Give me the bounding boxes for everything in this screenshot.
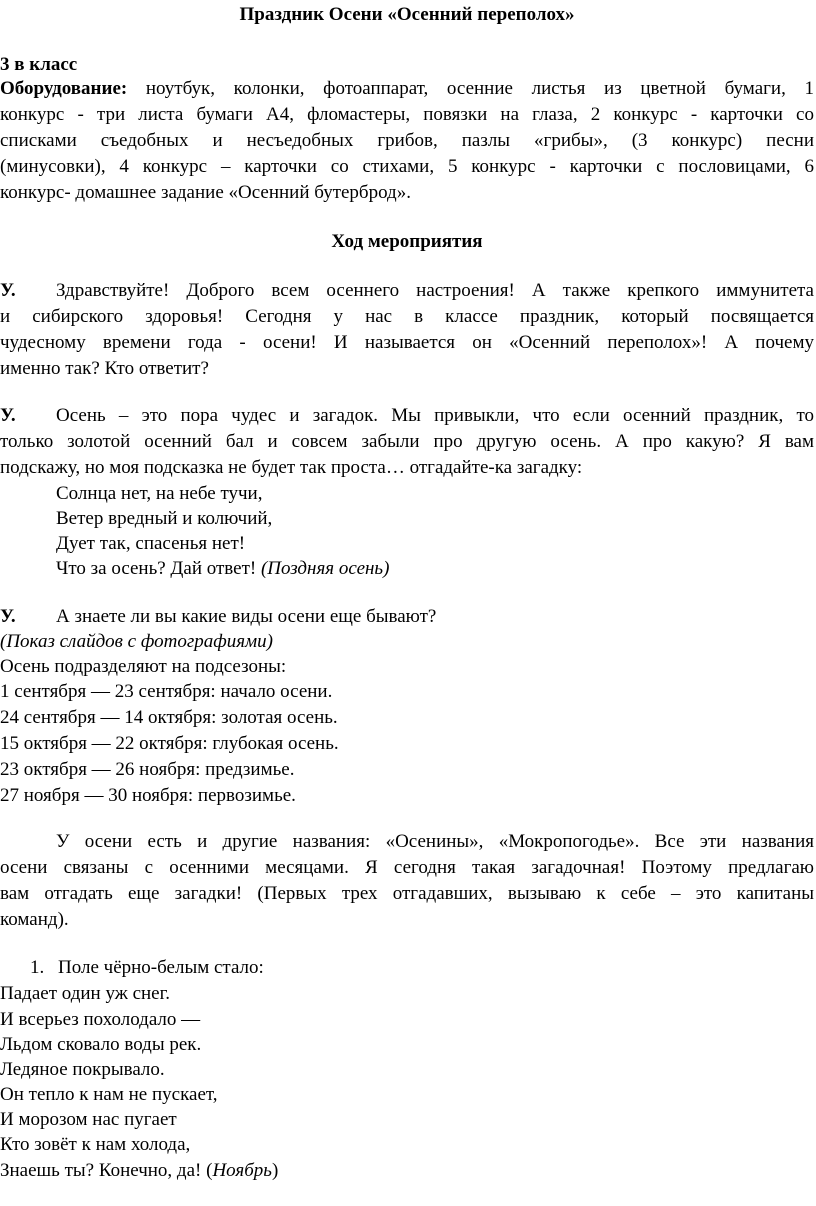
riddle1-line-1 xyxy=(30,955,790,981)
riddle1-line-3: И всерьез похолодало — xyxy=(0,1009,201,1030)
p3-intro: Осень подразделяют на подсезоны: xyxy=(0,656,287,677)
riddle1-answer: Ноябрь xyxy=(212,1160,272,1181)
riddle1-close-paren: ) xyxy=(271,1160,279,1181)
subseason-5: 27 ноября — 30 ноября: первозимье. xyxy=(0,785,296,806)
p2-poem-4-text: Что за осень? Дай ответ! xyxy=(56,558,257,579)
p3-speaker: У. xyxy=(0,606,16,627)
riddle1-line-4: Льдом сковало воды рек. xyxy=(0,1034,202,1055)
p1-line-2: и сибирского здоровья! Сегодня у нас в классе праздник, который посвящается xyxy=(0,306,814,327)
riddle1-line-9 xyxy=(0,1158,814,1184)
equipment-line-2: конкурс - три листа бумаги А4, фломастеры, повязки на глаза, 2 конкурс - карточки со xyxy=(0,104,814,125)
riddle1-line-5: Ледяное покрывало. xyxy=(0,1059,165,1080)
riddle1-number: 1. xyxy=(30,957,45,978)
p2-text-1: Осень – это пора чудес и загадок. Мы привыкли, что если осенний праздник, то xyxy=(56,405,814,426)
p1-line-3: чудесному времени года - осени! И называется он «Осенний переполох»! А почему xyxy=(0,332,814,353)
subseason-2: 24 сентября — 14 октября: золотая осень. xyxy=(0,707,338,728)
section-heading: Ход мероприятия xyxy=(331,231,483,252)
equipment-line-1 xyxy=(0,76,814,102)
equipment-label: Оборудование: xyxy=(0,78,128,99)
riddle1-line-8: Кто зовёт к нам холода, xyxy=(0,1134,191,1155)
p2-speaker: У. xyxy=(0,405,16,426)
equipment-line-3: списками съедобных и несъедобных грибов, пазлы «грибы», (3 конкурс) песни xyxy=(0,130,814,151)
equipment-line-5: конкурс- домашнее задание «Осенний бутерброд». xyxy=(0,182,411,203)
p4-line-3: вам отгадать еще загадки! (Первых трех отгадавших, вызываю к себе – это капитаны xyxy=(0,883,814,904)
riddle1-line-2: Падает один уж снег. xyxy=(0,983,171,1004)
subseason-1: 1 сентября — 23 сентября: начало осени. xyxy=(0,681,333,702)
p4-line-1 xyxy=(0,829,814,855)
equipment-line-4: (минусовки), 4 конкурс – карточки со стихами, 5 конкурс - карточки с пословицами, 6 xyxy=(0,156,814,177)
p3-note: (Показ слайдов с фотографиями) xyxy=(0,631,274,652)
document-title: Праздник Осени «Осенний переполох» xyxy=(239,4,575,25)
p2-poem-1: Солнца нет, на небе тучи, xyxy=(56,483,263,504)
p2-answer: (Поздняя осень) xyxy=(260,558,390,579)
p3-line-1 xyxy=(0,604,814,630)
p4-line-2: осени связаны с осенними месяцами. Я сегодня такая загадочная! Поэтому предлагаю xyxy=(0,857,814,878)
p1-line-4: именно так? Кто ответит? xyxy=(0,358,209,379)
p3-text-1: А знаете ли вы какие виды осени еще бывают? xyxy=(56,606,437,627)
p2-line-1 xyxy=(0,403,814,429)
riddle1-text-9: Знаешь ты? Конечно, да! ( xyxy=(0,1160,213,1181)
p1-speaker: У. xyxy=(0,280,16,301)
p4-text-1: У осени есть и другие названия: «Осенины», «Мокропогодье». Все эти названия xyxy=(56,831,814,852)
subseason-4: 23 октября — 26 ноября: предзимье. xyxy=(0,759,295,780)
subseason-3: 15 октября — 22 октября: глубокая осень. xyxy=(0,733,339,754)
riddle1-line-7: И морозом нас пугает xyxy=(0,1109,177,1130)
p1-line-1 xyxy=(0,278,814,304)
riddle1-text-1: Поле чёрно-белым стало: xyxy=(58,957,264,978)
equipment-text-1: ноутбук, колонки, фотоаппарат, осенние листья из цветной бумаги, 1 xyxy=(145,78,814,99)
grade-line: 3 в класс xyxy=(0,54,78,75)
p2-line-2: только золотой осенний бал и совсем забыли про другую осень. А про какую? Я вам xyxy=(0,431,814,452)
p2-poem-2: Ветер вредный и колючий, xyxy=(56,508,273,529)
p2-poem-3: Дует так, спасенья нет! xyxy=(56,533,246,554)
p4-line-4: команд). xyxy=(0,909,69,930)
p2-line-3: подскажу, но моя подсказка не будет так проста… отгадайте-ка загадку: xyxy=(0,457,583,478)
p1-text-1: Здравствуйте! Доброго всем осеннего настроения! А также крепкого иммунитета xyxy=(56,280,814,301)
p2-poem-4 xyxy=(56,556,796,582)
riddle1-line-6: Он тепло к нам не пускает, xyxy=(0,1084,218,1105)
